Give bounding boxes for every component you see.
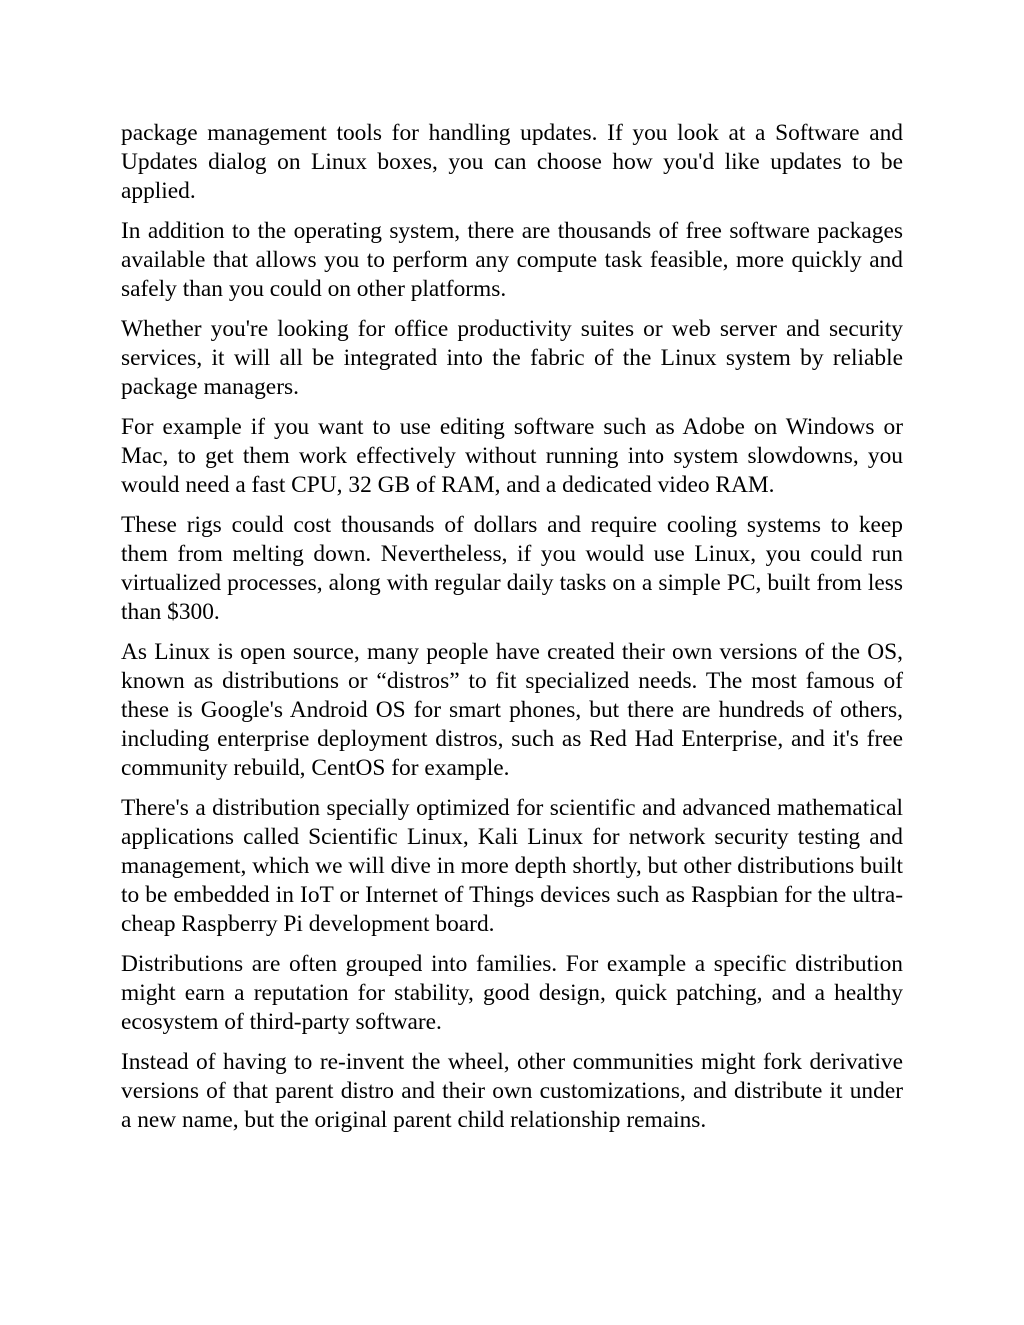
paragraph: Whether you're looking for office productivity suites or web server and security services, it will all be integrated into the fabric of the Linux system by reliable package managers. bbox=[121, 316, 903, 400]
paragraph: For example if you want to use editing software such as Adobe on Windows or Mac, to get them work effectively without running into system slowdowns, you would need a fast CPU, 32 GB of RAM, and a dedicated video RAM. bbox=[121, 414, 903, 498]
paragraph: In addition to the operating system, there are thousands of free software packages available that allows you to perform any compute task feasible, more quickly and safely than you could on other platforms. bbox=[121, 218, 903, 302]
document-body bbox=[121, 119, 903, 1146]
paragraph: package management tools for handling updates. If you look at a Software and Updates dialog on Linux boxes, you can choose how you'd like updates to be applied. bbox=[121, 120, 903, 204]
paragraph: These rigs could cost thousands of dollars and require cooling systems to keep them from melting down. Nevertheless, if you would use Linux, you could run virtualized processes, along with regular daily tasks on a simple PC, built from less than $300. bbox=[121, 512, 903, 625]
paragraph: As Linux is open source, many people have created their own versions of the OS, known as distributions or “distros” to fit specialized needs. The most famous of these is Google's Android OS for smart phones, but there are hundreds of others, including enterprise deployment distros, such as Red Had Enterprise, and it's free community rebuild, CentOS for example. bbox=[121, 639, 903, 781]
paragraph: There's a distribution specially optimized for scientific and advanced mathematical applications called Scientific Linux, Kali Linux for network security testing and management, which we will dive in more depth shortly, but other distributions built to be embedded in IoT or Internet of Things devices such as Raspbian for the ultra-cheap Raspberry Pi development board. bbox=[121, 795, 903, 937]
paragraph: Distributions are often grouped into families. For example a specific distribution might earn a reputation for stability, good design, quick patching, and a healthy ecosystem of third-party software. bbox=[121, 951, 903, 1035]
paragraph: Instead of having to re-invent the wheel, other communities might fork derivative versions of that parent distro and their own customizations, and distribute it under a new name, but the original parent child relationship remains. bbox=[121, 1049, 903, 1133]
